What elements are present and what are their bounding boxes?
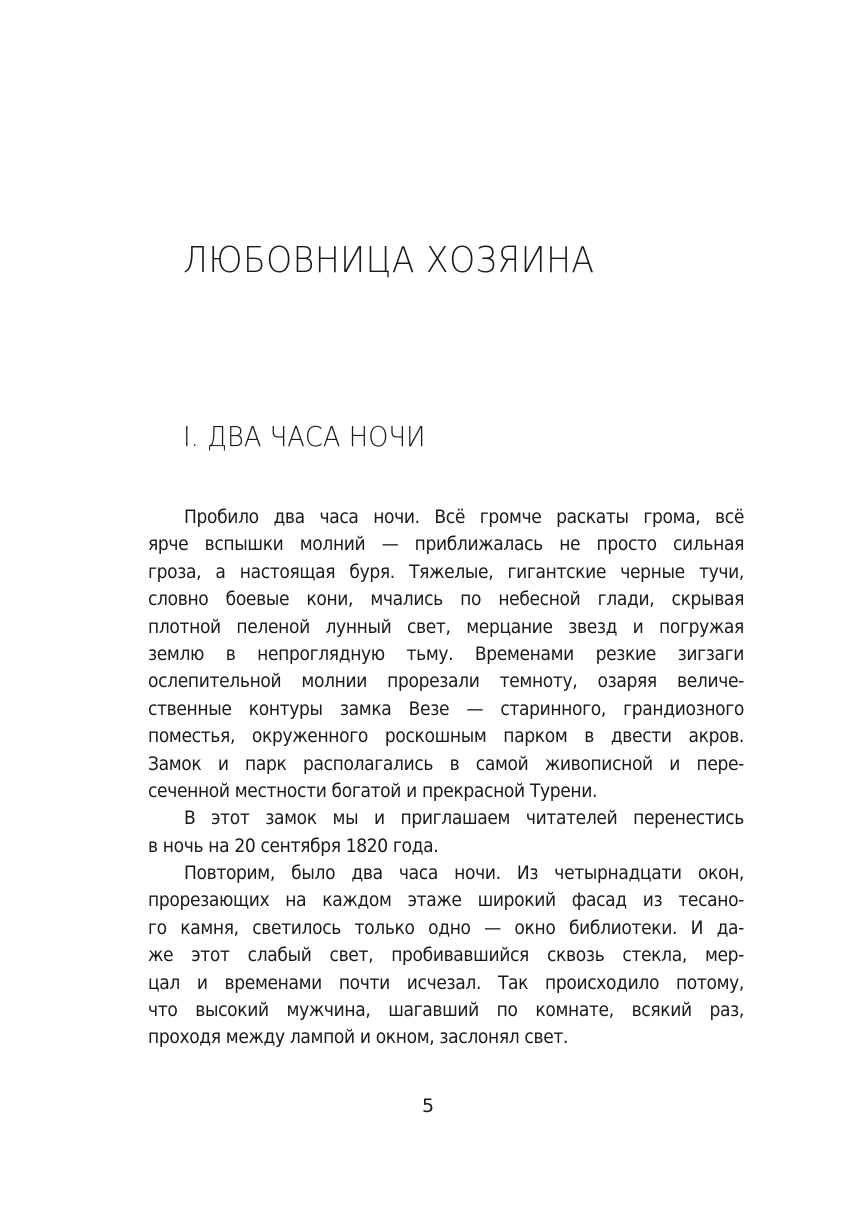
text-line: проходя между лампой и окном, заслонял свет. — [148, 1026, 569, 1049]
text-line: словно боевые кони, мчались по небесной глади, скрывая — [148, 588, 744, 611]
text-line: Замок и парк располагались в самой живописной и пере- — [148, 752, 744, 775]
page-number: 5 — [421, 1095, 435, 1117]
text-line: прорезающих на каждом этаже широкий фасад из тесано- — [148, 889, 744, 912]
paragraph-3 — [148, 860, 744, 1052]
text-line: ярче вспышки молний — приближалась не просто сильная — [148, 533, 744, 556]
text-line: что высокий мужчина, шагавший по комнате, всякий раз, — [148, 999, 744, 1022]
section-title: I. ДВА ЧАСА НОЧИ — [183, 420, 426, 453]
paragraph-1 — [148, 504, 744, 805]
text-line: поместья, окруженного роскошным парком в двести акров. — [148, 725, 744, 748]
text-line: ственные контуры замка Везе — старинного, грандиозного — [148, 697, 744, 720]
paragraph-2 — [148, 805, 744, 860]
text-line: Пробило два часа ночи. Всё громче раскаты грома, всё — [184, 506, 744, 528]
text-line: в ночь на 20 сентября 1820 года. — [148, 834, 439, 857]
chapter-title: ЛЮБОВНИЦА ХОЗЯИНА — [183, 240, 595, 281]
text-line: землю в непроглядную тьму. Временами резкие зигзаги — [148, 642, 744, 665]
text-line: В этот замок мы и приглашаем читателей перенестись — [184, 807, 744, 830]
text-line: цал и временами почти исчезал. Так происходило потому, — [148, 971, 744, 994]
text-line: же этот слабый свет, пробивавшийся сквозь стекла, мер- — [148, 944, 744, 967]
body-text — [148, 504, 744, 1052]
text-line: гроза, а настоящая буря. Тяжелые, гигантские черные тучи, — [148, 560, 744, 583]
text-line: плотной пеленой лунный свет, мерцание звезд и погружая — [148, 615, 744, 638]
text-line: сеченной местности богатой и прекрасной Турени. — [148, 779, 598, 802]
text-line: Повторим, было два часа ночи. Из четырнадцати окон, — [184, 862, 744, 885]
text-line: ослепительной молнии прорезали темноту, озаряя величе- — [148, 670, 744, 693]
text-line: го камня, светилось только одно — окно библиотеки. И да- — [148, 916, 744, 939]
